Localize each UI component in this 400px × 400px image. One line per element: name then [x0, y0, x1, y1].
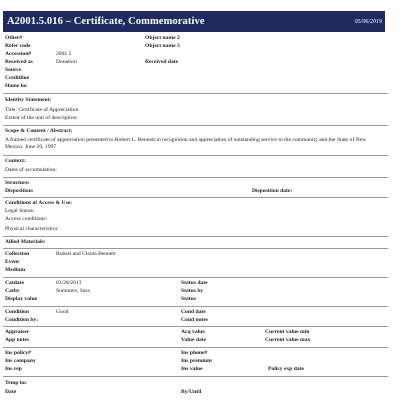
by-until-label: By/Until [181, 389, 202, 395]
creditline-label: Creditline [5, 75, 30, 81]
scope-text: A framed certificate of appreciation presented to Robert L. Bennett in recognition and appreciation of outstanding service to the community and the State of New Mexico. June 20, 1997 [5, 137, 367, 150]
collection-value: Robert and Cleota Bennett [56, 251, 116, 257]
policy-exp-date-label: Policy exp date [268, 366, 305, 372]
divider [3, 93, 388, 94]
divider [3, 197, 388, 198]
print-date: 05/06/2019 [354, 18, 382, 25]
display-value-label: Display value [5, 296, 38, 302]
ins-premium-label: Ins premium [181, 358, 212, 364]
cond-notes-label: Cond notes [181, 317, 208, 323]
disposition-date-label: Disposition date: [252, 188, 293, 194]
other-number-label: Other# [5, 35, 23, 41]
temp-date-label: Date [5, 389, 17, 395]
divider [3, 177, 388, 178]
acq-value-label: Acq value [181, 329, 205, 335]
physical-characteristics-line: Physical characteristics: [5, 226, 59, 232]
catdate-value: 03/28/2013 [56, 280, 82, 286]
ins-phone-label: Ins phone# [181, 350, 208, 356]
ins-value-label: Ins value [181, 366, 203, 372]
temp-loc-label: Temp loc [5, 380, 27, 386]
ins-rep-label: Ins rep [5, 366, 22, 372]
object-name-3-label: Object name 3 [145, 43, 180, 49]
divider [3, 125, 388, 126]
ins-company-label: Ins company [5, 358, 36, 364]
structure-label: Structure: [5, 180, 30, 186]
accession-label: Accession# [5, 51, 32, 57]
object-name-2-label: Object name 2 [145, 35, 180, 41]
divider [3, 376, 388, 377]
value-date-label: Value date [181, 337, 207, 343]
app-notes-label: App notes [5, 337, 30, 343]
divider [3, 277, 388, 278]
disposition-label: Disposition: [5, 188, 34, 194]
record-title: A2001.5.016 – Certificate, Commemorative [7, 16, 205, 27]
conditions-heading: Conditions of Access & Use: [5, 200, 73, 206]
current-value-max-label: Current value max [265, 337, 311, 343]
identity-title-line: Title: Certificate of Appreciation. [5, 107, 80, 113]
cond-date-label: Cond date [181, 309, 206, 315]
dates-of-accumulation-line: Dates of accumulation: [5, 167, 57, 173]
legal-status-line: Legal Status: [5, 208, 35, 214]
ins-policy-label: Ins policy# [5, 350, 31, 356]
identity-heading: Identity Statement: [5, 97, 52, 103]
accession-value: 2001.5 [56, 51, 72, 57]
catby-label: Catby [5, 288, 20, 294]
received-as-label: Received as [5, 59, 33, 65]
status-date-label: Status date [181, 280, 208, 286]
divider [3, 306, 388, 307]
allied-materials-heading: Allied Materials: [5, 239, 46, 245]
received-as-value: Donation [56, 59, 77, 65]
received-date-label: Received date [145, 59, 179, 65]
context-heading: Context: [5, 158, 26, 164]
scope-heading: Scope & Content / Abstract: [5, 128, 73, 134]
condition-by-label: Condition by: [5, 317, 39, 323]
condition-value: Good [56, 309, 69, 315]
medium-label: Medium [5, 267, 26, 273]
current-value-min-label: Current value min [265, 329, 310, 335]
access-conditions-line: Access conditions: [5, 216, 48, 222]
divider [3, 248, 388, 249]
divider [3, 236, 388, 237]
home-loc-label: Home loc [5, 83, 28, 89]
source-label: Source [5, 67, 22, 73]
refer-code-label: Refer code [5, 43, 31, 49]
status-by-label: Status by [181, 288, 204, 294]
record-header-bar [3, 11, 385, 32]
collection-label: Collection [5, 251, 30, 257]
divider [3, 326, 388, 327]
catby-value: Summers, Sara [56, 288, 90, 294]
catdate-label: Catdate [5, 280, 24, 286]
event-label: Event [5, 259, 19, 265]
appraiser-label: Appraiser [5, 329, 30, 335]
identity-extent-line: Extent of the unit of description: [5, 115, 78, 121]
condition-label: Condition [5, 309, 29, 315]
divider [3, 155, 388, 156]
divider [3, 347, 388, 348]
status-label: Status [181, 296, 196, 302]
